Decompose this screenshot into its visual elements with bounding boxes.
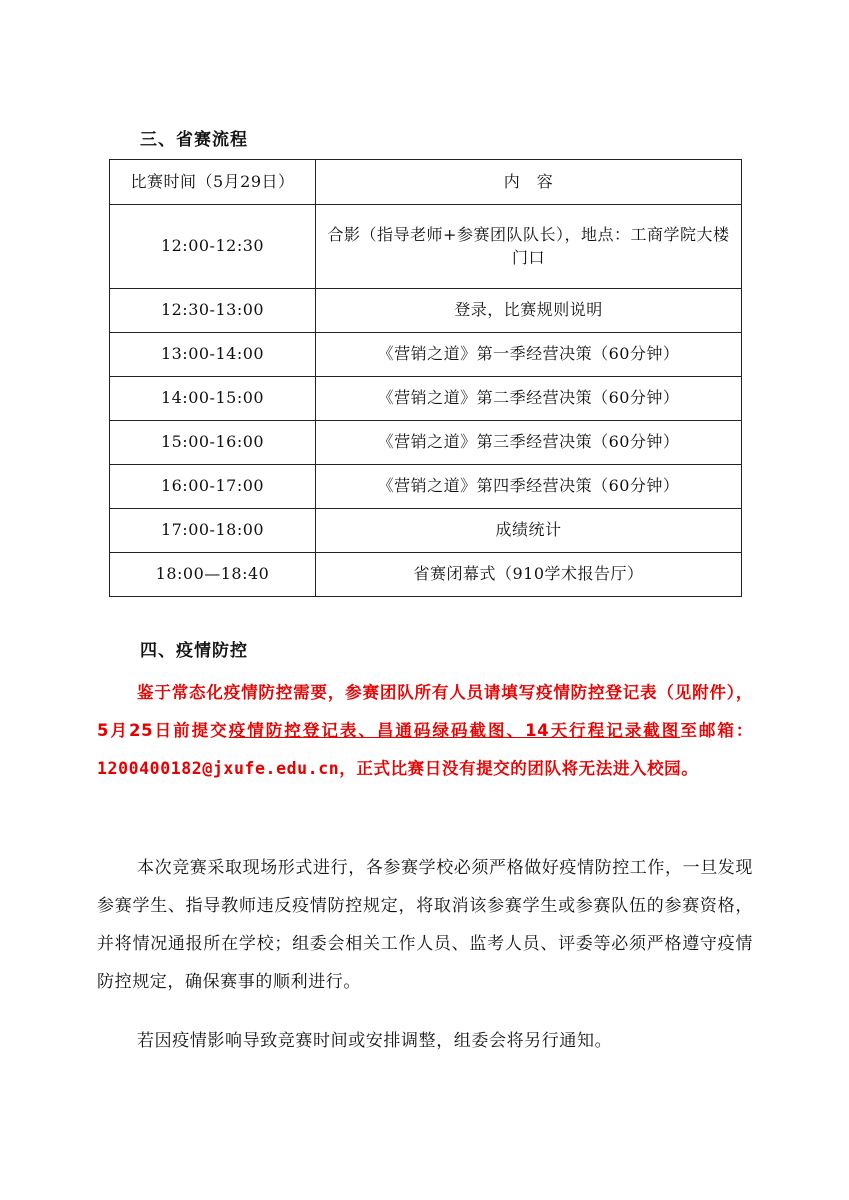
row-time: 18:00—18:40 — [110, 553, 316, 597]
row-content: 登录，比赛规则说明 — [316, 289, 742, 333]
notice-required-documents: 疫情防控登记表、昌通码绿码截图、14天行程记录截图 — [228, 721, 681, 740]
notice-email: 1200400182@jxufe.edu.cn — [97, 759, 340, 778]
row-time: 14:00-15:00 — [110, 377, 316, 421]
table-header-row — [110, 160, 742, 205]
section-3-heading: 三、省赛流程 — [140, 130, 248, 150]
body-paragraph: 本次竞赛采取现场形式进行，各参赛学校必须严格做好疫情防控工作，一旦发现参赛学生、指导教师违反疫情防控规定，将取消该参赛学生或参赛队伍的参赛资格，并将情况通报所在学校；组委会相关工作人员、监考人员、评委等必须严格遵守疫情防控规定，确保赛事的顺利进行。 — [97, 858, 753, 992]
row-time: 15:00-16:00 — [110, 421, 316, 465]
row-content: 《营销之道》第一季经营决策（60分钟） — [316, 333, 742, 377]
row-content: 《营销之道》第三季经营决策（60分钟） — [316, 421, 742, 465]
row-content: 合影（指导老师+参赛团队队长），地点：工商学院大楼门口 — [316, 205, 742, 289]
table-row — [110, 553, 742, 597]
notice-text-2: 至邮箱： — [680, 721, 753, 740]
notice-text-1: 鉴于常态化疫情防控需要，参赛团队所有人员请填写疫情防控登记表（见附件），5月25日前提交 — [97, 683, 753, 740]
table-row — [110, 333, 742, 377]
table-row — [110, 289, 742, 333]
table-row — [110, 465, 742, 509]
section-4-heading: 四、疫情防控 — [140, 641, 248, 661]
table-row — [110, 509, 742, 553]
notice-text-3: ，正式比赛日没有提交的团队将无法进入校园。 — [339, 759, 699, 778]
row-time: 16:00-17:00 — [110, 465, 316, 509]
schedule-table — [109, 159, 742, 597]
table-row — [110, 377, 742, 421]
epidemic-notice — [97, 674, 753, 788]
row-time: 12:30-13:00 — [110, 289, 316, 333]
header-time: 比赛时间（5月29日） — [110, 160, 316, 205]
row-content: 成绩统计 — [316, 509, 742, 553]
row-content: 《营销之道》第二季经营决策（60分钟） — [316, 377, 742, 421]
row-content: 《营销之道》第四季经营决策（60分钟） — [316, 465, 742, 509]
body-paragraph: 若因疫情影响导致竞赛时间或安排调整，组委会将另行通知。 — [137, 1031, 613, 1051]
row-time: 13:00-14:00 — [110, 333, 316, 377]
row-time: 17:00-18:00 — [110, 509, 316, 553]
row-time: 12:00-12:30 — [110, 205, 316, 289]
table-row — [110, 421, 742, 465]
table-row — [110, 205, 742, 289]
header-content: 内 容 — [316, 160, 742, 205]
row-content: 省赛闭幕式（910学术报告厅） — [316, 553, 742, 597]
